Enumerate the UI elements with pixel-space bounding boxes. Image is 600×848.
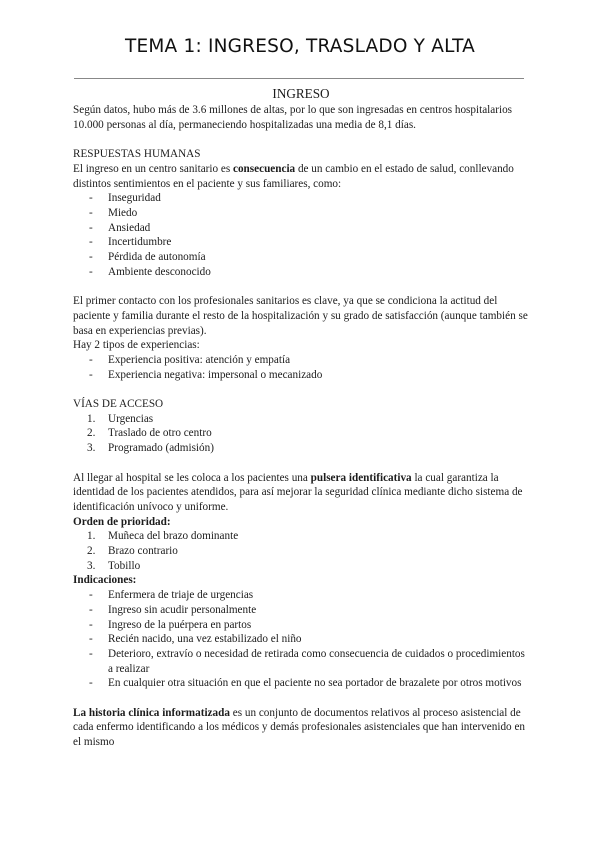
pulsera-paragraph: [73, 471, 529, 515]
list-item: - Incertidumbre: [89, 236, 172, 249]
list-item: 3. Tobillo: [87, 559, 141, 572]
list-item: - Miedo: [89, 206, 138, 219]
list-item: 3. Programado (admisión): [87, 442, 214, 455]
spacer: [73, 279, 529, 294]
list-item: - En cualquier otra situación en que el paciente no sea portador de brazalete por otros motivos: [89, 677, 522, 690]
spacer: [73, 132, 529, 147]
list-item: 1. Muñeca del brazo dominante: [87, 530, 239, 543]
dash-marker: -: [89, 353, 93, 366]
section-heading: INGRESO: [272, 86, 330, 101]
contacto-paragraph: El primer contacto con los profesionales sanitarios es clave, ya que se condiciona la actitud del paciente y familia durante el resto de la hospitalización y su grado de satisfacción (aunque también se basa en experiencias previas).: [73, 295, 528, 337]
spacer: [73, 456, 529, 471]
dash-marker: -: [89, 265, 93, 278]
list-item: - Ingreso sin acudir personalmente: [89, 603, 257, 616]
dash-marker: -: [89, 618, 93, 631]
experiencias-list: [73, 353, 529, 382]
document-title: TEMA 1: INGRESO, TRASLADO Y ALTA: [124, 36, 475, 57]
indicaciones-heading: Indicaciones:: [73, 574, 137, 587]
dash-marker: -: [89, 236, 93, 249]
feelings-list: [73, 191, 529, 279]
historia-paragraph: [73, 706, 529, 750]
dash-marker: -: [89, 647, 93, 660]
list-item: 2. Traslado de otro centro: [87, 427, 212, 440]
dash-marker: -: [89, 251, 93, 264]
spacer: [73, 382, 529, 397]
orden-heading: Orden de prioridad:: [73, 515, 171, 528]
respuestas-text-after: de un cambio en el estado de salud, conllevando distintos sentimientos en el paciente y sus familiares, como:: [73, 162, 514, 190]
list-item: - Ansiedad: [89, 221, 151, 234]
list-item: - Recién nacido, una vez estabilizado el niño: [89, 633, 302, 646]
orden-list: [73, 529, 529, 573]
dash-marker: -: [89, 633, 93, 646]
pulsera-text-after: la cual garantiza la identidad de los pacientes atendidos, para así mejorar la seguridad clínica mediante dicho sistema de identificación unívoco y uniforme.: [73, 471, 523, 513]
respuestas-heading: RESPUESTAS HUMANAS: [73, 148, 201, 161]
title-divider: [74, 78, 524, 79]
list-item: - Deterioro, extravío o necesidad de retirada como consecuencia de cuidados o procedimientos a realizar: [89, 647, 525, 675]
historia-text-bold: La historia clínica informatizada: [73, 706, 230, 719]
dash-marker: -: [89, 206, 93, 219]
respuestas-paragraph: [73, 162, 529, 191]
list-item: 1. Urgencias: [87, 412, 154, 425]
respuestas-text-bold: consecuencia: [233, 162, 296, 175]
number-marker: 2.: [87, 427, 96, 440]
dash-marker: -: [89, 192, 93, 205]
number-marker: 1.: [87, 530, 96, 543]
list-item: - Pérdida de autonomía: [89, 251, 206, 264]
tipos-intro: Hay 2 tipos de experiencias:: [73, 339, 200, 352]
dash-marker: -: [89, 368, 93, 381]
list-item: - Enfermera de triaje de urgencias: [89, 589, 254, 602]
vias-list: [73, 412, 529, 456]
respuestas-text-before: El ingreso en un centro sanitario es: [73, 162, 233, 175]
list-item: - Inseguridad: [89, 192, 161, 205]
historia-text-after: es un conjunto de documentos relativos al proceso asistencial de cada enfermo identificando a los médicos y demás profesionales asistenciales que han intervenido en el mismo: [73, 706, 526, 749]
pulsera-text-bold: pulsera identificativa: [310, 471, 412, 484]
list-item: - Ambiente desconocido: [89, 265, 211, 278]
number-marker: 1.: [87, 412, 96, 425]
document-body: [73, 86, 529, 750]
number-marker: 2.: [87, 545, 96, 558]
dash-marker: -: [89, 589, 93, 602]
dash-marker: -: [89, 603, 93, 616]
pulsera-text-before: Al llegar al hospital se les coloca a los pacientes una: [73, 471, 311, 484]
spacer: [73, 691, 529, 706]
intro-paragraph: Según datos, hubo más de 3.6 millones de altas, por lo que son ingresadas en centros hospitalarios 10.000 personas al día, permaneciendo hospitalizadas una media de 8,1 días.: [73, 104, 513, 131]
dash-marker: -: [89, 221, 93, 234]
list-item: - Experiencia negativa: impersonal o mecanizado: [89, 368, 323, 381]
number-marker: 3.: [87, 442, 96, 455]
list-item: - Experiencia positiva: atención y empatía: [89, 353, 291, 366]
list-item: 2. Brazo contrario: [87, 545, 178, 558]
vias-heading: VÍAS DE ACCESO: [73, 398, 164, 411]
number-marker: 3.: [87, 559, 96, 572]
dash-marker: -: [89, 677, 93, 690]
indicaciones-list: [73, 588, 529, 691]
list-item: - Ingreso de la puérpera en partos: [89, 618, 252, 631]
